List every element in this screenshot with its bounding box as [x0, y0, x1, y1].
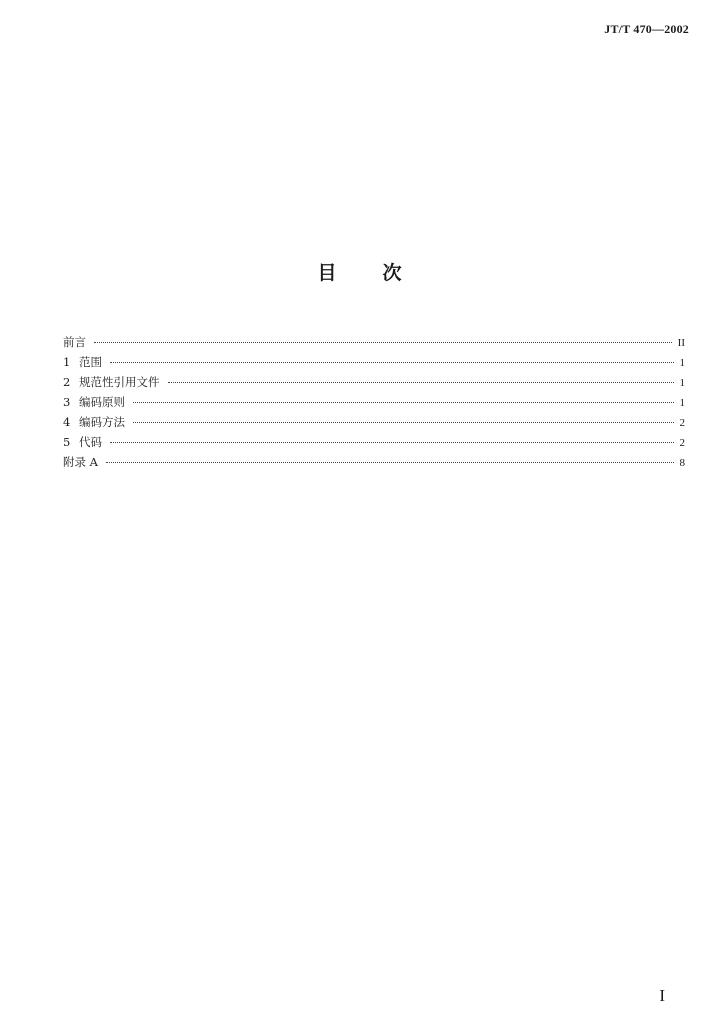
toc-entry-number: 1: [63, 355, 71, 369]
toc-entry-label: 前言: [63, 335, 86, 349]
toc-leader-dots: [110, 362, 674, 363]
toc-entry-number: 3: [63, 395, 71, 409]
toc-entry-page: 1: [679, 377, 685, 389]
toc-entry-number: 2: [63, 375, 71, 389]
toc-entry-label: 规范性引用文件: [79, 375, 160, 389]
toc-entry-label: 范围: [79, 355, 102, 369]
toc-title: [0, 258, 719, 285]
toc-entry-appendix-a[interactable]: [63, 452, 685, 472]
toc-leader-dots: [110, 442, 674, 443]
toc-entry-coding-methods[interactable]: [63, 412, 685, 432]
toc-title-char-2: 次: [382, 262, 402, 284]
toc-entry-label: 附录 A: [63, 455, 98, 469]
toc-entry-page: 1: [679, 397, 685, 409]
toc-title-char-1: 目: [317, 262, 337, 284]
toc-entry-normative-references[interactable]: [63, 372, 685, 392]
toc-entry-scope[interactable]: [63, 352, 685, 372]
toc-entry-page: 1: [679, 357, 685, 369]
toc-leader-dots: [94, 342, 672, 343]
toc-entry-number: 4: [63, 415, 71, 429]
toc-entry-preface[interactable]: [63, 332, 685, 352]
standard-code: JT/T 470—2002: [604, 22, 689, 36]
toc-leader-dots: [133, 402, 674, 403]
toc-entry-codes[interactable]: [63, 432, 685, 452]
page-number: I: [659, 986, 665, 1005]
toc-entry-label: 代码: [79, 435, 102, 449]
toc-entry-page: 8: [679, 457, 685, 469]
toc-entry-coding-principles[interactable]: [63, 392, 685, 412]
toc-entry-label: 编码原则: [79, 395, 125, 409]
toc-leader-dots: [133, 422, 674, 423]
toc-entry-page: II: [677, 337, 685, 349]
toc-entry-page: 2: [679, 437, 685, 449]
toc-entry-label: 编码方法: [79, 415, 125, 429]
toc-entry-number: 5: [63, 435, 71, 449]
toc-leader-dots: [106, 462, 674, 463]
toc-list: [63, 332, 685, 472]
toc-leader-dots: [168, 382, 674, 383]
toc-entry-page: 2: [679, 417, 685, 429]
